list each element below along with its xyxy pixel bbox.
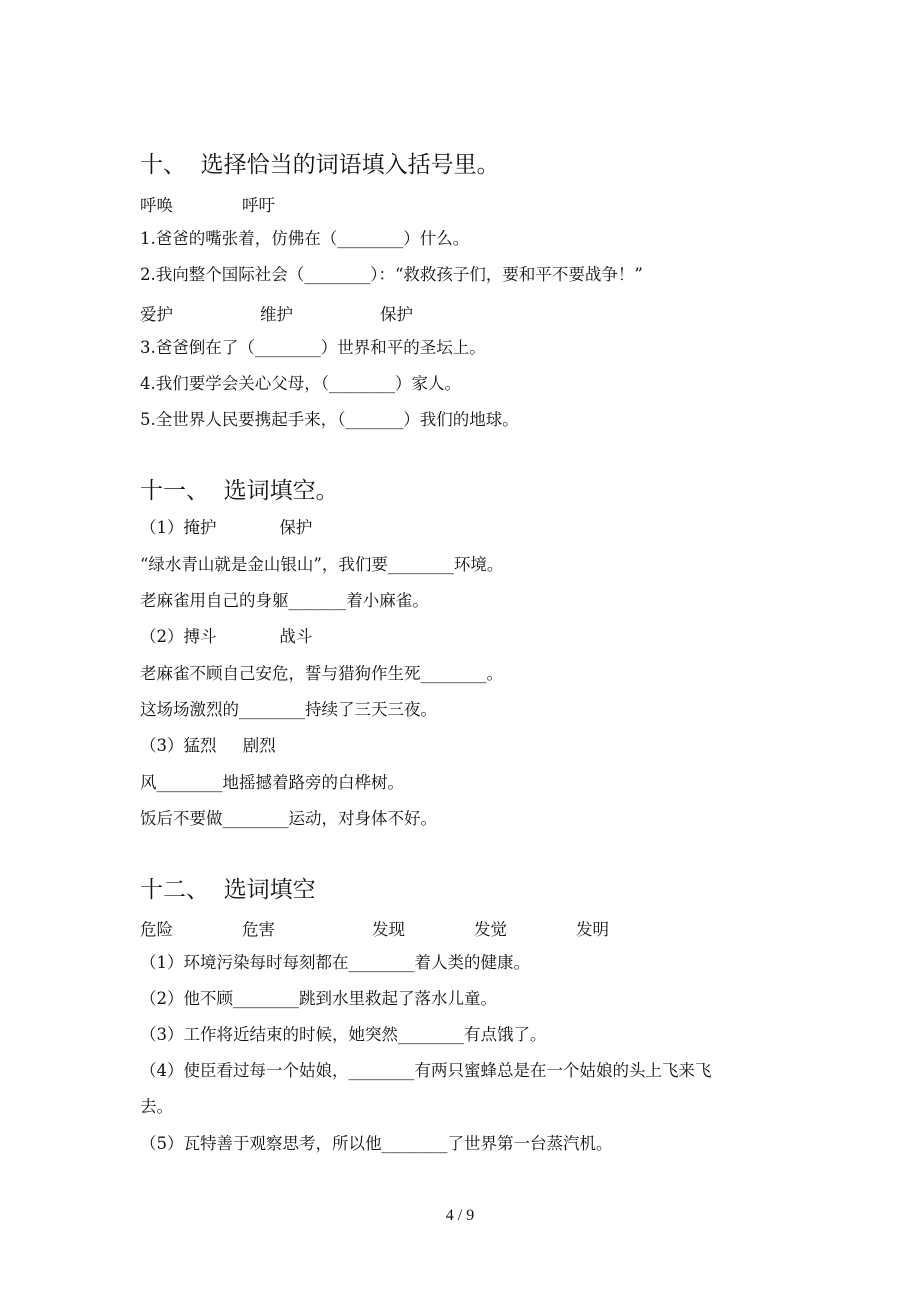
question-line: 3.爸爸倒在了（________）世界和平的圣坛上。 xyxy=(140,338,486,357)
question-line: （5）瓦特善于观察思考，所以他________了世界第一台蒸汽机。 xyxy=(140,1134,613,1153)
word-option: 保护 xyxy=(380,305,413,324)
page-number: 4 / 9 xyxy=(445,1207,475,1224)
word-option: 爱护 xyxy=(140,305,173,324)
word-option: 呼吁 xyxy=(242,196,275,215)
question-line: 2.我向整个国际社会（________）：“救救孩子们，要和平不要战争！” xyxy=(140,265,643,284)
question-line: 老麻雀不顾自己安危，誓与猎狗作生死________。 xyxy=(140,664,503,683)
question-line: 1.爸爸的嘴张着，仿佛在（________）什么。 xyxy=(140,229,470,248)
question-line: （3）工作将近结束的时候，她突然________有点饿了。 xyxy=(140,1025,547,1044)
word-option: 危险 xyxy=(140,920,173,939)
word-option: 维护 xyxy=(260,305,293,324)
question-line: （1）环境污染每时每刻都在________着人类的健康。 xyxy=(140,953,530,972)
question-line: （2）他不顾________跳到水里救起了落水儿童。 xyxy=(140,989,497,1008)
word-group: （2）搏斗 战斗 xyxy=(140,627,313,646)
word-group: （3）猛烈 剧烈 xyxy=(140,736,276,755)
question-line: 风________地摇撼着路旁的白桦树。 xyxy=(140,773,404,792)
question-line: 4.我们要学会关心父母，（________）家人。 xyxy=(140,374,461,393)
word-group: （1）掩护 保护 xyxy=(140,518,313,537)
question-line: 这场场激烈的________持续了三天三夜。 xyxy=(140,700,437,719)
question-line: 5.全世界人民要携起手来，（_______）我们的地球。 xyxy=(140,410,519,429)
section-12-title: 十二、 选词填空 xyxy=(140,877,316,903)
question-line-continued: 去。 xyxy=(140,1097,173,1116)
question-line: （4）使臣看过每一个姑娘，________有两只蜜蜂总是在一个姑娘的头上飞来飞 xyxy=(140,1061,712,1080)
word-option: 发觉 xyxy=(474,920,507,939)
question-line: “绿水青山就是金山银山”，我们要________环境。 xyxy=(140,555,504,574)
word-option: 发现 xyxy=(372,920,405,939)
question-line: 老麻雀用自己的身躯_______着小麻雀。 xyxy=(140,591,429,610)
word-option: 危害 xyxy=(242,920,275,939)
section-10-title: 十、 选择恰当的词语填入括号里。 xyxy=(140,152,500,178)
question-line: 饭后不要做________运动，对身体不好。 xyxy=(140,809,437,828)
word-option: 呼唤 xyxy=(140,196,173,215)
section-11-title: 十一、 选词填空。 xyxy=(140,478,339,504)
word-option: 发明 xyxy=(576,920,609,939)
